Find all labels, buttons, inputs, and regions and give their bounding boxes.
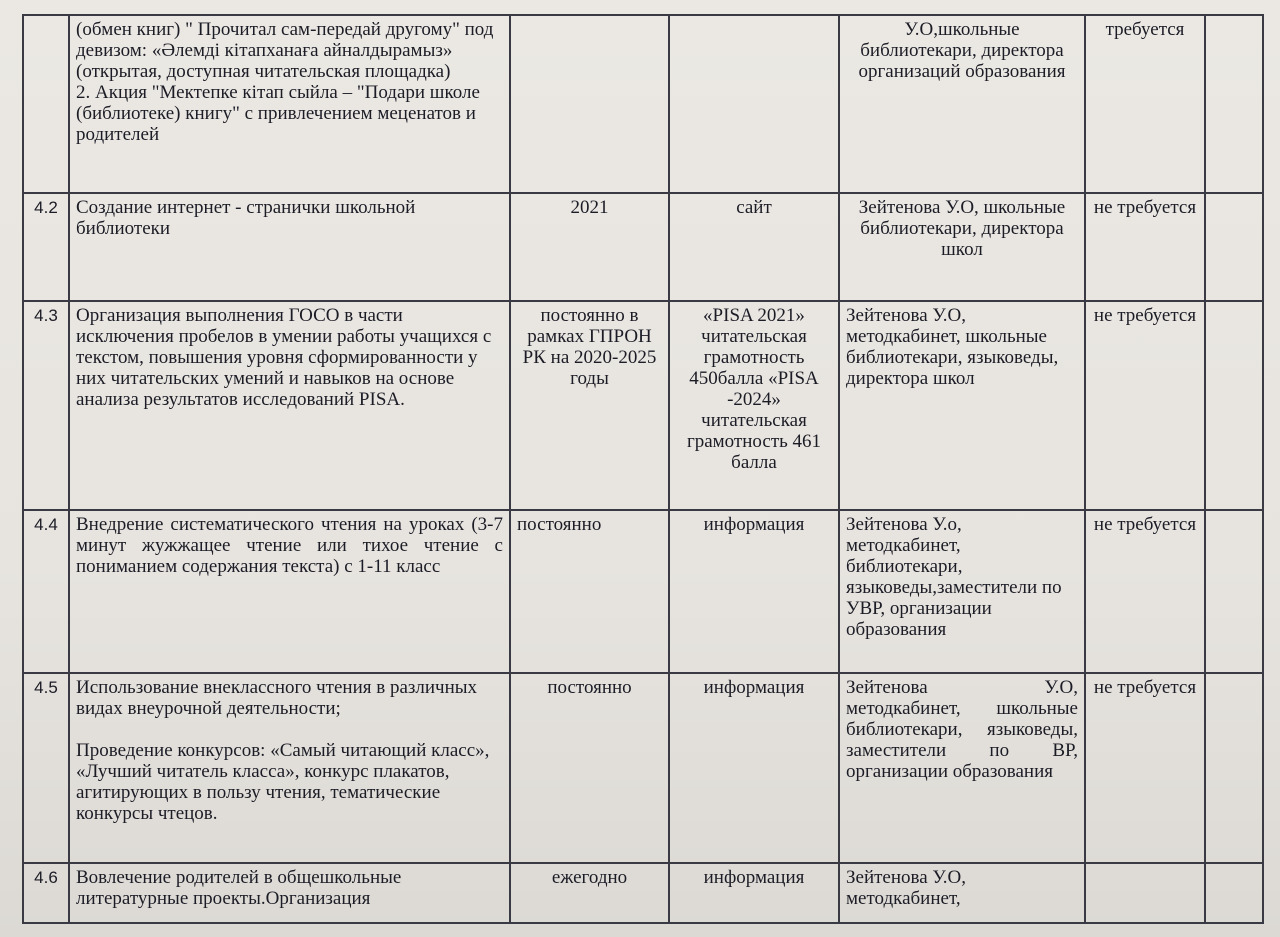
responsible-parties: Зейтенова У.О, школьные библиотекари, директора школ [839,193,1085,301]
table-row [23,193,1263,301]
responsible-parties: Зейтенова У.О, методкабинет, [839,863,1085,923]
event-description [69,673,510,863]
empty-cell [1205,301,1263,510]
table-row [23,15,1263,193]
funding-status: не требуется [1085,193,1205,301]
empty-cell [1205,863,1263,923]
empty-cell [1205,15,1263,193]
completion-form: информация [669,510,839,673]
responsible-parties: У.О,школьные библиотекари, директора организаций образования [839,15,1085,193]
event-description [69,193,510,301]
description-line: Организация выполнения ГОСО в части исключения пробелов в умении работы учащихся с текстом, повышения уровня сформированности у них читательских умений и навыков на основе анализа результатов исследований PISA. [76,305,492,410]
description-line: Проведение конкурсов: «Самый читающий класс», «Лучший читатель класса», конкурс плакатов, агитирующих в пользу чтения, тематические конкурсы чтецов. [76,740,490,824]
description-line: (обмен книг) " Прочитал сам-передай другому" под девизом: «Әлемді кітапханаға айналдырамыз» (открытая, доступная читательская площадка) [76,19,494,82]
funding-status: не требуется [1085,673,1205,863]
funding-status [1085,863,1205,923]
row-number: 4.6 [23,863,69,923]
event-description [69,510,510,673]
row-number: 4.5 [23,673,69,863]
completion-form: «PISA 2021» читательская грамотность 450балла «PISA -2024» читательская грамотность 461 балла [669,301,839,510]
responsible-parties: Зейтенова У.о, методкабинет, библиотекари, языковеды,заместители по УВР, организации образования [839,510,1085,673]
description-line: 2. Акция "Мектепке кітап сыйла – "Подари школе (библиотеке) книгу" с привлечением меценатов и родителей [76,82,480,145]
completion-form: информация [669,863,839,923]
description-line: Использование внеклассного чтения в различных видах внеурочной деятельности; [76,677,478,719]
responsible-parties: Зейтенова У.О, методкабинет, школьные библиотекари, языковеды, заместители по ВР, организации образования [839,673,1085,863]
event-term: 2021 [510,193,669,301]
table-row [23,673,1263,863]
table-row [23,863,1263,923]
table-row [23,510,1263,673]
description-line: Внедрение систематического чтения на уроках (3-7 минут жужжащее чтение или тихое чтение с пониманием содержания текста) с 1-11 класс [76,514,503,577]
event-term [510,15,669,193]
event-term: постоянно [510,510,669,673]
event-description [69,301,510,510]
empty-cell [1205,673,1263,863]
table-row [23,301,1263,510]
completion-form: информация [669,673,839,863]
description-line: Создание интернет - странички школьной библиотеки [76,197,416,239]
event-description [69,863,510,923]
description-line: Вовлечение родителей в общешкольные литературные проекты.Организация [76,867,402,909]
event-term: ежегодно [510,863,669,923]
row-number: 4.2 [23,193,69,301]
empty-cell [1205,510,1263,673]
funding-status: не требуется [1085,510,1205,673]
row-number: 4.3 [23,301,69,510]
completion-form [669,15,839,193]
event-description [69,15,510,193]
row-number: 4.4 [23,510,69,673]
event-term: постоянно [510,673,669,863]
responsible-parties: Зейтенова У.О, методкабинет, школьные библиотекари, языковеды, директора школ [839,301,1085,510]
funding-status: не требуется [1085,301,1205,510]
empty-cell [1205,193,1263,301]
paragraph-gap [76,719,503,740]
row-number [23,15,69,193]
action-plan-table [22,14,1264,924]
funding-status: требуется [1085,15,1205,193]
event-term: постоянно в рамках ГПРОН РК на 2020-2025 годы [510,301,669,510]
completion-form: сайт [669,193,839,301]
